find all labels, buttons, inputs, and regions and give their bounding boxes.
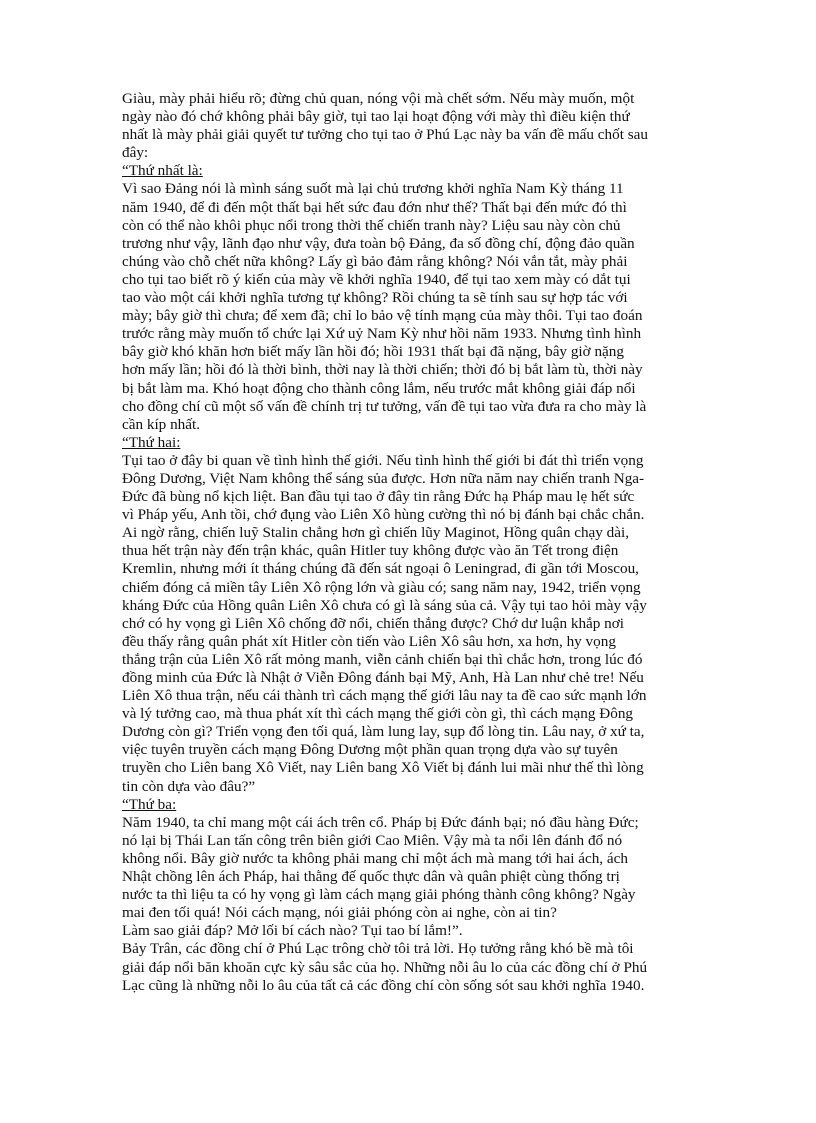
text-line: vì Pháp yếu, Anh tồi, chớ đụng vào Liên Xô hùng cường thì nó bị đánh bại chắc chắn. <box>122 506 645 524</box>
text-line: Tụi tao ở đây bi quan về tình hình thế giới. Nếu tình hình thế giới bi đát thì triển vọng <box>122 451 644 469</box>
text-line: tao vào một cái khởi nghĩa tương tự không? Rồi chúng ta sẽ tính sau sự hợp tác với <box>122 289 628 307</box>
section-2-heading: “Thứ hai: <box>122 433 181 451</box>
text-line: còn có thể nào khôi phục nổi trong thời thế chiến tranh này? Liệu sau này còn chủ <box>122 216 621 234</box>
text-line: bị bắt làm ma. Khó hoạt động cho thành công lắm, nếu trước mắt không giải đáp nổi <box>122 379 636 397</box>
text-line: Vì sao Đảng nói là mình sáng suốt mà lại chủ trương khởi nghĩa Nam Kỳ tháng 11 <box>122 180 624 198</box>
document-page <box>122 90 700 995</box>
section-1-paragraph <box>122 180 700 433</box>
text-line: Kremlin, nhưng mới ít tháng chúng đã đến sát ngoại ô Leningrad, đi gần tới Moscou, <box>122 560 639 578</box>
text-line: thắng trận của Liên Xô rất mỏng manh, viễn cảnh chiến bại thì chắc hơn, trong lúc đó <box>122 650 643 668</box>
text-line: Ai ngờ rằng, chiến luỹ Stalin chẳng hơn gì chiến lũy Maginot, Hồng quân chạy dài, <box>122 524 630 542</box>
text-line: Năm 1940, ta chỉ mang một cái ách trên cổ. Pháp bị Đức đánh bại; nó đầu hàng Đức; <box>122 813 639 831</box>
text-line: ngày nào đó chớ không phải bây giờ, tụi tao lại hoạt động với mày thì điều kiện thứ <box>122 108 630 126</box>
text-line: hơn mấy lần; hồi đó là thời bình, thời nay là thời chiến; thời đó bị bắt làm tù, thời này <box>122 361 643 379</box>
text-line: tin còn dựa vào đâu?” <box>122 777 256 795</box>
text-line: Nhật chồng lên ách Pháp, hai thằng đế quốc thực dân và quân phiệt cùng thống trị <box>122 868 620 886</box>
text-line: cần kíp nhất. <box>122 415 201 433</box>
text-line: Bảy Trân, các đồng chí ở Phú Lạc trông chờ tôi trả lời. Họ tưởng rằng khó bề mà tôi <box>122 940 634 958</box>
text-line: nhất là mày phải giải quyết tư tưởng cho tụi tao ở Phú Lạc này ba vấn đề mấu chốt sau <box>122 126 648 144</box>
text-line: Liên Xô thua trận, nếu cái thành trì cách mạng thế giới lâu nay ta đề cao sức mạnh lớn <box>122 687 647 705</box>
text-line: Đức đã bùng nổ kịch liệt. Ban đầu tụi tao ở đây tin rằng Đức hạ Pháp mau lẹ hết sức <box>122 488 635 506</box>
text-line: đều thấy rằng quân phát xít Hitler còn tiến vào Liên Xô sâu hơn, xa hơn, hy vọng <box>122 632 616 650</box>
text-line: và lý tưởng cao, mà thua phát xít thì cách mạng thế giới còn gì, thì cách mạng Đông <box>122 705 634 723</box>
text-line: chiếm đóng cả miền tây Liên Xô rộng lớn và giàu có; sang năm nay, 1942, triển vọng <box>122 578 641 596</box>
text-line: Giàu, mày phải hiểu rõ; đừng chủ quan, nóng vội mà chết sớm. Nếu mày muốn, một <box>122 90 635 107</box>
text-line: giải đáp nổi băn khoăn cực kỳ sâu sắc của họ. Những nỗi âu lo của các đồng chí ở Phú <box>122 958 648 976</box>
text-line: truyền cho Liên bang Xô Viết, nay Liên bang Xô Viết bị đánh lui mãi như thế thì lòng <box>122 759 644 777</box>
text-line: đây: <box>122 144 149 162</box>
text-line: cho tụi tao biết rõ ý kiến của mày về khởi nghĩa 1940, để tụi tao xem mày có dắt tụi <box>122 270 631 288</box>
section-3-heading: “Thứ ba: <box>122 795 177 813</box>
text-line: trước rằng mày muốn tổ chức lại Xứ uỷ Nam Kỳ như hồi năm 1933. Nhưng tình hình <box>122 325 642 343</box>
text-line: cho đồng chí cũ một số vấn đề chính trị tư tưởng, vấn đề tụi tao vừa đưa ra cho mày là <box>122 397 647 415</box>
section-3-paragraph <box>122 814 700 941</box>
intro-paragraph <box>122 90 700 162</box>
text-line: nó lại bị Thái Lan tấn công trên biên giới Cao Miên. Vậy mà ta nổi lên đánh đổ nó <box>122 831 623 849</box>
text-line: kháng Đức của Hồng quân Liên Xô chưa có gì là sáng sủa cả. Vậy tụi tao hỏi mày vậy <box>122 596 647 614</box>
text-line: nước ta thì liệu ta có hy vọng gì làm cách mạng giải phóng thành công không? Ngày <box>122 886 636 904</box>
text-line: bây giờ khó khăn hơn biết mấy lần hồi đó; hồi 1931 thất bại đã nặng, bây giờ nặng <box>122 343 624 361</box>
text-line: chớ có hy vọng gì Liên Xô chống đỡ nổi, chiến thắng được? Chớ dư luận khắp nơi <box>122 614 625 632</box>
text-line: trương như vậy, lãnh đạo như vậy, đưa toàn bộ Đảng, đa số đồng chí, động đảo quần <box>122 234 635 252</box>
text-line: mày; bây giờ thì chưa; để xem đã; chỉ lo bảo vệ tính mạng của mày thôi. Tụi tao đoán <box>122 307 643 325</box>
text-line: Dương còn gì? Triển vọng đen tối quá, làm lung lay, sụp đổ lòng tin. Lâu nay, ở xứ ta, <box>122 723 645 741</box>
text-line: Đông Dương, Việt Nam không thể sáng sủa được. Hơn nữa năm nay chiến tranh Nga- <box>122 469 645 487</box>
text-line: chúng vào chỗ chết nữa không? Lấy gì bảo đảm rằng không? Nói vắn tắt, mày phải <box>122 252 628 270</box>
text-line: Làm sao giải đáp? Mở lối bí cách nào? Tụi tao bí lắm!”. <box>122 922 463 940</box>
closing-paragraph <box>122 940 700 994</box>
text-line: không nổi. Bây giờ nước ta không phải mang chỉ một ách mà mang tới hai ách, ách <box>122 849 628 867</box>
section-1-heading: “Thứ nhất là: <box>122 162 203 180</box>
text-line: đồng minh của Đức là Nhật ở Viễn Đông đánh bại Mỹ, Anh, Hà Lan như chẻ tre! Nếu <box>122 669 644 686</box>
text-line: thua hết trận này đến trận khác, quân Hitler tuy không được vào ăn Tết trong điện <box>122 542 619 560</box>
text-line: việc tuyên truyền cách mạng Đông Dương một phần quan trọng dựa vào sự tuyên <box>122 741 618 759</box>
text-line: năm 1940, để đi đến một thất bại hết sức đau đớn như thế? Thất bại đến mức đó thì <box>122 198 627 216</box>
text-line: mai đen tối quá! Nói cách mạng, nói giải phóng còn ai nghe, còn ai tin? <box>122 904 557 922</box>
text-line: Lạc cũng là những nỗi lo âu của tất cả các đồng chí còn sống sót sau khởi nghĩa 1940. <box>122 976 645 994</box>
section-2-paragraph <box>122 452 700 796</box>
